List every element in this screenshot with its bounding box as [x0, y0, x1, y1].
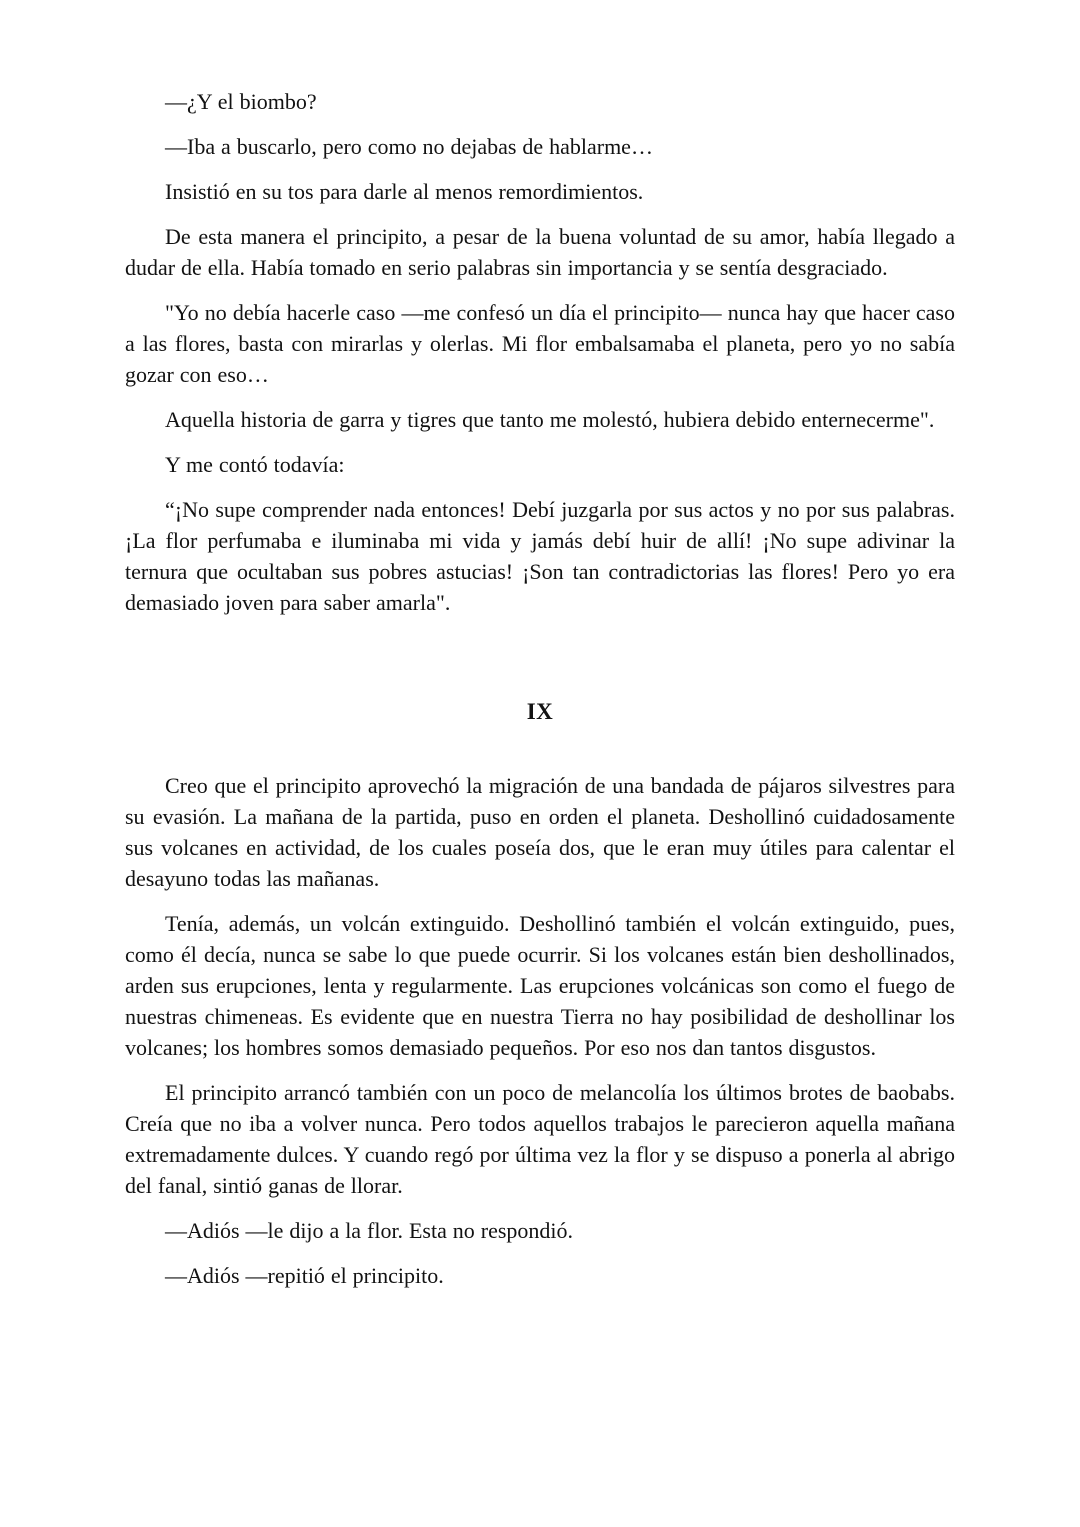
paragraph: —Iba a buscarlo, pero como no dejabas de hablarme…	[165, 134, 653, 159]
chapter-ix-body	[125, 770, 955, 1291]
paragraph: Tenía, además, un volcán extinguido. Deshollinó también el volcán extinguido, pues, como él decía, nunca se sabe lo que puede ocurrir. Si los volcanes están bien deshollinados, arden sus erupciones, lenta y regularmente. Las erupciones volcánicas son como el fuego de nuestras chimeneas. Es evidente que en nuestra Tierra no hay posibilidad de deshollinar los volcanes; los hombres somos demasiado pequeños. Por eso nos dan tantos disgustos.	[125, 911, 955, 1060]
paragraph: El principito arrancó también con un poco de melancolía los últimos brotes de baobabs. Creía que no iba a volver nunca. Pero todos aquellos trabajos le parecieron aquella mañana extremadamente dulces. Y cuando regó por última vez la flor y se dispuso a ponerla al abrigo del fanal, sintió ganas de llorar.	[125, 1080, 955, 1198]
paragraph: Aquella historia de garra y tigres que tanto me molestó, hubiera debido enternecerme".	[165, 407, 935, 432]
paragraph: “¡No supe comprender nada entonces! Debí juzgarla por sus actos y no por sus palabras. ¡La flor perfumaba e iluminaba mi vida y jamás debí huir de allí! ¡No supe adivinar la ternura que ocultaban sus pobres astucias! ¡Son tan contradictorias las flores! Pero yo era demasiado joven para saber amarla".	[125, 497, 955, 615]
paragraph: Insistió en su tos para darle al menos remordimientos.	[165, 179, 644, 204]
chapter-viii-ending	[125, 86, 955, 618]
paragraph: —Adiós —repitió el principito.	[165, 1263, 444, 1288]
paragraph: —Adiós —le dijo a la flor. Esta no respondió.	[165, 1218, 574, 1243]
paragraph: —¿Y el biombo?	[165, 89, 317, 114]
paragraph: Creo que el principito aprovechó la migración de una bandada de pájaros silvestres para su evasión. La mañana de la partida, puso en orden el planeta. Deshollinó cuidadosamente sus volcanes en actividad, de los cuales poseía dos, que le eran muy útiles para calentar el desayuno todas las mañanas.	[125, 773, 955, 891]
paragraph: Y me contó todavía:	[165, 452, 345, 477]
chapter-heading: IX	[526, 699, 554, 724]
paragraph: De esta manera el principito, a pesar de la buena voluntad de su amor, había llegado a dudar de ella. Había tomado en serio palabras sin importancia y se sentía desgraciado.	[125, 224, 955, 280]
paragraph: "Yo no debía hacerle caso —me confesó un día el principito— nunca hay que hacer caso a las flores, basta con mirarlas y olerlas. Mi flor embalsamaba el planeta, pero yo no sabía gozar con eso…	[125, 300, 955, 387]
